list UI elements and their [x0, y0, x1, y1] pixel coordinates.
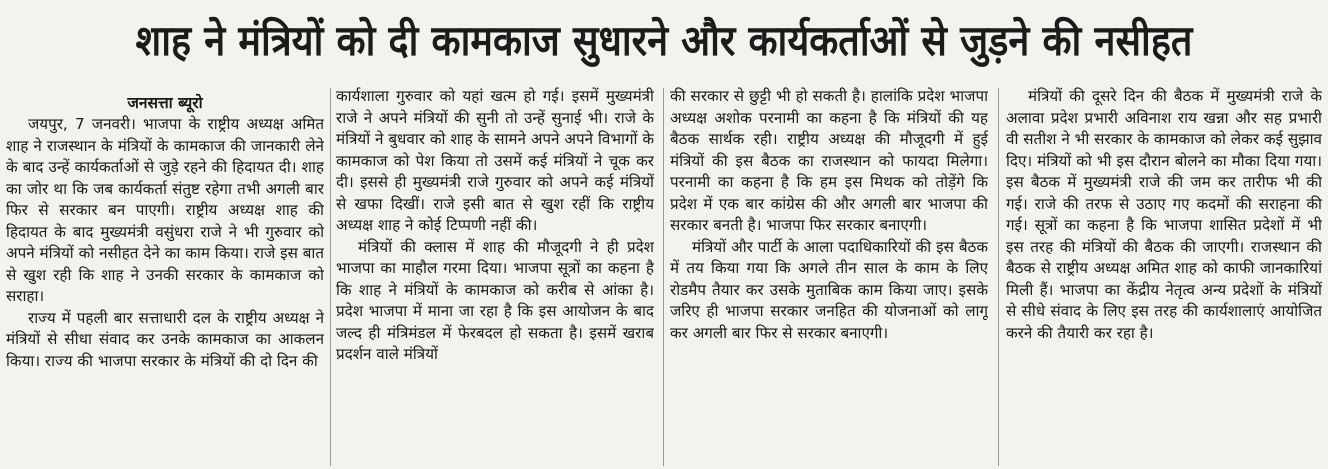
column-divider	[998, 88, 999, 466]
column-1-paragraph-2: राज्य में पहली बार सत्ताधारी दल के राष्ट्रीय अध्यक्ष ने मंत्रियों से सीधा संवाद कर उनके कामकाज का आकलन किया। राज्य की भाजपा सरकार के मंत्रियों की दो दिन की	[6, 308, 324, 370]
article-body	[0, 86, 1328, 469]
article-column-2	[336, 86, 654, 469]
column-3-paragraph-2: मंत्रियों और पार्टी के आला पदाधिकारियों की इस बैठक में तय किया गया कि अगले तीन साल के काम के लिए रोडमैप तैयार कर उसके मुताबिक काम किया जाए। इसके जरिए ही भाजपा सरकार जनहित की योजनाओं को लागू कर अगली बार फिर से सरकार बनाएगी।	[670, 237, 988, 342]
column-3-paragraph-1: की सरकार से छुट्टी भी हो सकती है। हालांकि प्रदेश भाजपा अध्यक्ष अशोक परनामी का कहना है कि मंत्रियों की यह बैठक सार्थक रही। राष्ट्रीय अध्यक्ष की मौजूदगी में हुई मंत्रियों की इस बैठक का राजस्थान को फायदा मिलेगा। परनामी का कहना है कि हम इस मिथक को तोड़ेंगे कि प्रदेश में एक बार कांग्रेस की और अगली बार भाजपा की सरकार बनती है। भाजपा फिर सरकार बनाएगी।	[670, 87, 988, 234]
column-1-paragraph-1: जयपुर, 7 जनवरी। भाजपा के राष्ट्रीय अध्यक्ष अमित शाह ने राजस्थान के मंत्रियों के कामकाज की जानकारी लेने के बाद उन्हें कार्यकर्ताओं से जुड़े रहने की हिदायत दी। शाह का जोर था कि जब कार्यकर्ता संतुष्ट रहेगा तभी अगली बार फिर से सरकार बन पाएगी। राष्ट्रीय अध्यक्ष शाह की हिदायत के बाद मुख्यमंत्री वसुंधरा राजे ने भी गुरुवार को अपने मंत्रियों को नसीहत देने का काम किया। राजे इस बात से खुश रही कि शाह ने उनकी सरकार के कामकाज को सराहा।	[6, 115, 324, 305]
article-column-3	[670, 86, 988, 469]
article-byline: जनसत्ता ब्यूरो	[127, 94, 203, 112]
column-divider	[330, 88, 331, 466]
article-column-4	[1006, 86, 1322, 469]
column-4-paragraph-1: मंत्रियों की दूसरे दिन की बैठक में मुख्यमंत्री राजे के अलावा प्रदेश प्रभारी अविनाश राय खन्ना और सह प्रभारी वी सतीश ने भी सरकार के कामकाज को लेकर कई सुझाव दिए। मंत्रियों को भी इस दौरान बोलने का मौका दिया गया। इस बैठक में मुख्यमंत्री राजे की जम कर तारीफ भी की गई। राजे की तरफ से उठाए गए कदमों की सराहना की गई। सूत्रों का कहना है कि भाजपा शासित प्रदेशों में भी इस तरह की मंत्रियों की बैठक की जाएगी। राजस्थान की बैठक से राष्ट्रीय अध्यक्ष अमित शाह को काफी जानकारियां मिली हैं। भाजपा का केंद्रीय नेतृत्व अन्य प्रदेशों के मंत्रियों से सीधे संवाद के लिए इस तरह की कार्यशालाएं आयोजित करने की तैयारी कर रहा है।	[1006, 87, 1322, 342]
article-column-1	[6, 86, 324, 469]
column-divider	[663, 88, 664, 466]
article-headline: शाह ने मंत्रियों को दी कामकाज सुधारने और कार्यकर्ताओं से जुड़ने की नसीहत	[135, 15, 1193, 65]
column-2-paragraph-2: मंत्रियों की क्लास में शाह की मौजूदगी ने ही प्रदेश भाजपा का माहौल गरमा दिया। भाजपा सूत्रों का कहना है कि शाह ने मंत्रियों के कामकाज को करीब से आंका है। प्रदेश भाजपा में माना जा रहा है कि इस आयोजन के बाद जल्द ही मंत्रिमंडल में फेरबदल हो सकता है। इसमें खराब प्रदर्शन वाले मंत्रियों	[336, 237, 654, 363]
column-2-paragraph-1: कार्यशाला गुरुवार को यहां खत्म हो गई। इसमें मुख्यमंत्री राजे ने अपने मंत्रियों की सुनी तो उन्हें सुनाई भी। राजे के मंत्रियों ने बुधवार को शाह के सामने अपने अपने विभागों के कामकाज को पेश किया तो उसमें कई मंत्रियों ने चूक कर दी। इससे ही मुख्यमंत्री राजे गुरुवार को अपने कई मंत्रियों से खफा दिखीं। राजे इसी बात से खुश रहीं कि राष्ट्रीय अध्यक्ष शाह ने कोई टिप्पणी नहीं की।	[336, 87, 654, 234]
